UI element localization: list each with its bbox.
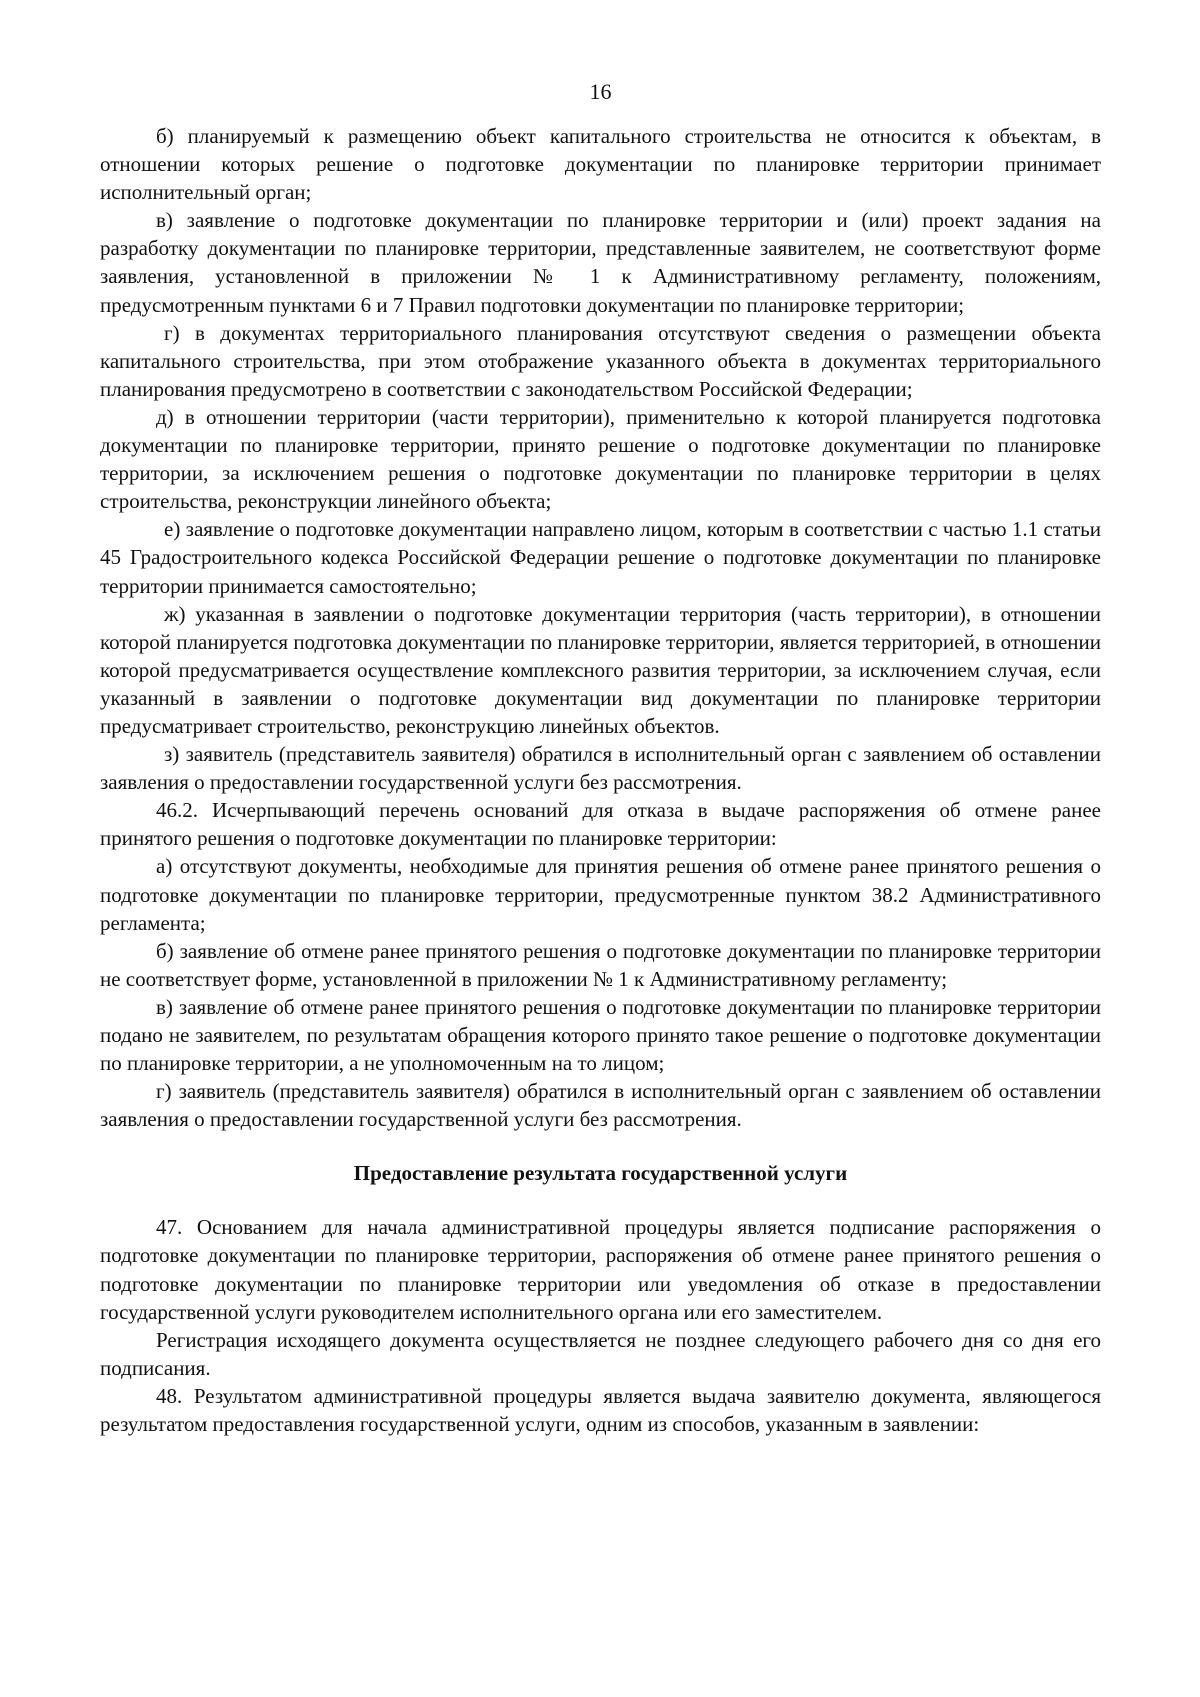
paragraph-46-2: 46.2. Исчерпывающий перечень оснований для отказа в выдаче распоряжения об отмене ранее принятого решения о подготовке документации по планировке территории: (100, 798, 1101, 851)
page-number: 16 (589, 79, 612, 104)
body-text-bottom (100, 1213, 1101, 1438)
paragraph-registration: Регистрация исходящего документа осуществляется не позднее следующего рабочего дня со дня его подписания. (100, 1327, 1101, 1380)
paragraph-a: а) отсутствуют документы, необходимые для принятия решения об отмене ранее принятого решения о подготовке документации по планировке территории, предусмотренные пунктом 38.2 Административного регламента; (100, 854, 1101, 935)
paragraph-v: в) заявление о подготовке документации по планировке территории и (или) проект задания на разработку документации по планировке территории, представленные заявителем, не соответствуют форме заявления, установленной в приложении № 1 к Административному регламенту, положениям, предусмотренным пунктами 6 и 7 Правил подготовки документации по планировке территории; (100, 208, 1101, 317)
paragraph-e: е) заявление о подготовке документации направлено лицом, которым в соответствии с частью 1.1 статьи 45 Градостроительного кодекса Российской Федерации решение о подготовке документации по планировке территории принимается самостоятельно; (100, 517, 1101, 598)
paragraph-b-2: б) заявление об отмене ранее принятого решения о подготовке документации по планировке территории не соответствует форме, установленной в приложении № 1 к Административному регламенту; (100, 938, 1101, 991)
paragraph-b: б) планируемый к размещению объект капитального строительства не относится к объектам, в отношении которых решение о подготовке документации по планировке территории принимает исполнительный орган; (100, 124, 1101, 205)
document-page (100, 60, 1101, 1438)
paragraph-g: г) в документах территориального планирования отсутствуют сведения о размещении объекта капитального строительства, при этом отображение указанного объекта в документах территориального планирования предусмотрено в соответствии с законодательством Российской Федерации; (100, 320, 1101, 401)
paragraph-d: д) в отношении территории (части территории), применительно к которой планируется подготовка документации по планировке территории, принято решение о подготовке документации по планировке территории, за исключением решения о подготовке документации по планировке территории в целях строительства, реконструкции линейного объекта; (100, 404, 1101, 514)
paragraph-48: 48. Результатом административной процедуры является выдача заявителю документа, являющегося результатом предоставления государственной услуги, одним из способов, указанным в заявлении: (100, 1383, 1101, 1437)
paragraph-g-2: г) заявитель (представитель заявителя) обратился в исполнительный орган с заявлением об оставлении заявления о предоставлении государственной услуги без рассмотрения. (100, 1079, 1101, 1132)
paragraph-47: 47. Основанием для начала административной процедуры является подписание распоряжения о подготовке документации по планировке территории, распоряжения об отмене ранее принятого решения о подготовке документации по планировке территории или уведомления об отказе в предоставлении государственной услуги руководителем исполнительного органа или его заместителем. (100, 1215, 1101, 1324)
section-heading: Предоставление результата государственной услуги (353, 1161, 848, 1186)
paragraph-zh: ж) указанная в заявлении о подготовке документации территория (часть территории), в отношении которой планируется подготовка документации по планировке территории, является территорией, в отношении которой предусматривается осуществление комплексного развития территории, за исключением случая, если указанный в заявлении о подготовке документации вид документации по планировке территории предусматривает строительство, реконструкцию линейных объектов. (100, 601, 1101, 738)
paragraph-v-2: в) заявление об отмене ранее принятого решения о подготовке документации по планировке территории подано не заявителем, по результатам обращения которого принято такое решение о подготовке документации по планировке территории, а не уполномоченным на то лицом; (100, 994, 1101, 1076)
paragraph-z: з) заявитель (представитель заявителя) обратился в исполнительный орган с заявлением об оставлении заявления о предоставлении государственной услуги без рассмотрения. (100, 742, 1101, 795)
body-text-top (100, 122, 1101, 1133)
